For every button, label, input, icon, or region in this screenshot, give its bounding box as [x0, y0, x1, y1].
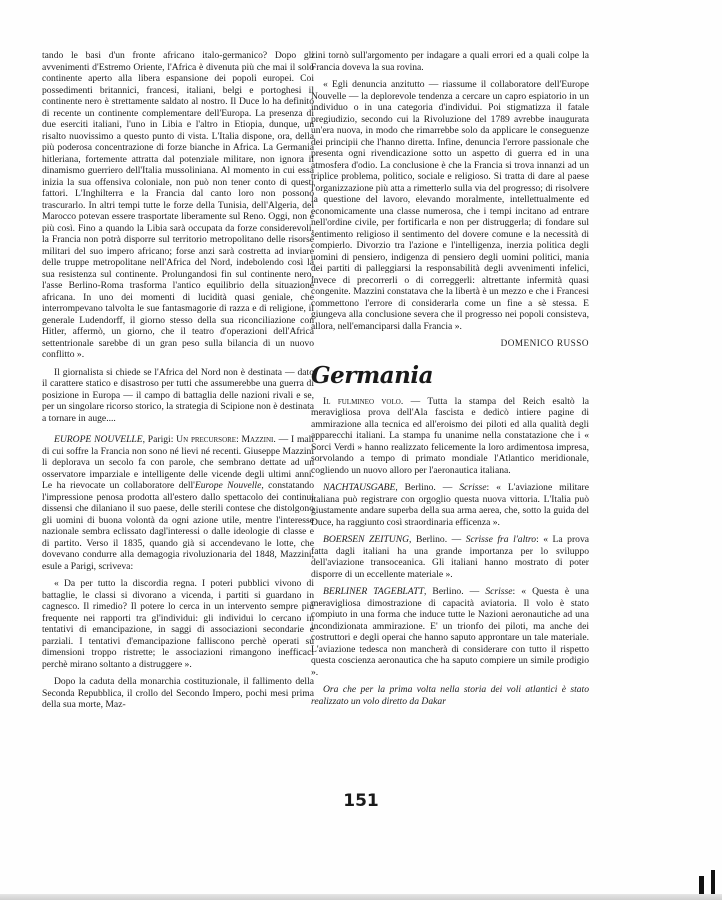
- article-paragraph: « Egli denuncia anzitutto — riassume il collaboratore dell'Europe Nouvelle — la deplorevole tendenza a cercare un capro espiatorio in un individuo o in una categoria d'individui. Poi stigmatizza il fatale pregiudizio, secondo cui la Rivoluzione del 1789 avrebbe inaugurata un'era nuova, in modo che rimarrebbe solo da applicare le conseguenze dei principii che l'hanno diretta. Infine, denuncia l'errore passionale che presenta ogni rivendicazione sotto un aspetto di guerra ed in una atmosfera d'odio. La conclusione è che la Francia si trova innanzi ad un triplice problema, politico, sociale e religioso. Si tratta di dare al paese l'organizzazione più atta a rimetterlo sulla via del progresso; di risolvere la questione del lavoro, elevando moralmente, intellettualmente ed economicamente una classe numerosa, che i tempi incitano ad entrare nell'ordine civile, per fortificarla e non per distruggerla; di fondare sul sentimento religioso il sentimento del dovere comune e la necessità di compierlo. Divorzio tra l'azione e l'intelligenza, inerzia politica degli uomini di pensiero, indigenza di pensiero degli uomini politici, mania dei partiti di palleggiarsi la responsabilità degli avvenimenti infelici, invece di precorrerli o di correggerli: altrettante infermità quasi congenite. Mazzini constatava che la libertà è un mezzo e che i Francesi commettono l'errore di considerarla come un fine a sè stessa. E giungeva alla conclusione severa che il progresso nei popoli consisteva, allora, nell'emanciparsi dalla Francia ».: [311, 79, 589, 332]
- scan-edge-mark: [711, 870, 715, 894]
- source-verb: Scrisse fra l'altro: [465, 534, 537, 545]
- source-verb: Scrisse: [459, 482, 487, 493]
- article-text: : « L'aviazione militare italiana può registrare con orgoglio questa nuova vittoria. L'Italia può giustamente andare superba della sua arma aerea, che, sotto la guida del Duce, ha raggiunto così straordinaria efficenza ».: [311, 482, 589, 528]
- article-paragraph: Il giornalista si chiede se l'Africa del Nord non è destinata — dato il carattere statico e disastroso per tutti che assumerebbe una guerra di posizione in Europa — il campo di battaglia delle nazioni rivali e se, per un singolare ricorso storico, la strategia di Scipione non è destinata a tornare in auge....: [42, 366, 314, 424]
- right-column: [311, 50, 589, 713]
- page-number: 151: [343, 791, 379, 811]
- article-paragraph: Dopo la caduta della monarchia costituzionale, il fallimento della Seconda Repubblica, il crollo del Secondo Impero, pochi mesi prima della sua morte, Maz-: [42, 676, 314, 710]
- source-place: , Berlino. —: [423, 586, 486, 597]
- article-paragraph: zini tornò sull'argomento per indagare a quali errori ed a quali colpe la Francia doveva la sua rovina.: [311, 50, 589, 73]
- source-name: BERLINER TAGEBLATT: [323, 586, 424, 597]
- source-name: EUROPE NOUVELLE: [54, 434, 143, 445]
- source-place: , Parigi:: [142, 434, 177, 445]
- press-item-nachtausgabe: [311, 482, 589, 528]
- scan-edge-mark: [699, 876, 704, 894]
- source-verb: Scrisse: [485, 586, 513, 597]
- article-text: . — I mali di cui soffre la Francia non sono né lievi né recenti. Giuseppe Mazzini li deplorava un secolo fa con parole, che sembrano dettate ad un osservatore imparziale e intelligente delle vicende degli ultimi anni. Le ha rievocate un collaboratore dell': [42, 434, 314, 491]
- author-signature: DOMENICO RUSSO: [500, 338, 589, 348]
- article-kicker: Il fulmineo volo: [323, 395, 401, 407]
- article-text: , constatando l'impressione penosa prodotta all'estero dallo spettacolo dei continui dissensi che dilaniano il suo paese, delle sterili contese che distolgono gli uomini di buona volontà da ogni azione utile, mentre l'interesse nazionale sembra eclissato dagl'interessi o dalle ideologie di classe e di partito. Verso il 1835, quando già si accendevano le lotte, che dovevano condurre alla demagogia rivoluzionaria del 1848, Mazzini, esule a Parigi, scriveva:: [42, 480, 314, 572]
- article-kicker: Un precursore: Mazzini: [176, 434, 274, 445]
- source-place: , Berlino. —: [395, 482, 460, 493]
- source-name: NACHTAUSGABE: [323, 482, 396, 493]
- source-name: BOERSEN ZEITUNG: [323, 534, 410, 545]
- article-text: . — Tutta la stampa del Reich esaltò la meravigliosa prova dell'Ala fascista e dedicò intiere pagine di ammirazione alla tecnica ed all'eroismo dei piloti ed alla qualità degli apparecchi italiani. La stampa fu unanime nella constatazione che i « Sorci Verdi » hanno realizzato felicemente la loro ardimentosa impresa, sorvolando a tempo di primato mondiale l'Atlantico meridionale, cogliendo un nuovo alloro per l'aeronautica italiana.: [311, 395, 590, 476]
- article-text: : « Questa è una meravigliosa dimostrazione di capacità aviatoria. Il volo è stato compiuto in una forma che induce tutte le Nazioni aeronautiche ad una incondizionata ammirazione. E' un trionfo dei piloti, ma anche dei costruttori e degli operai che hanno saputo approntare un tale materiale. L'aviazione tedesca non mancherà di considerare con tutto il rispetto questa coscienza aeronautica che ha saputo compiere un simile prodigio ».: [311, 586, 589, 678]
- source-place: , Berlino. —: [409, 534, 466, 545]
- scan-bottom-strip: [0, 894, 722, 900]
- press-item-boersen-zeitung: [311, 534, 589, 580]
- press-review-europe-nouvelle: [42, 434, 314, 572]
- closing-italic-text: Ora che per la prima volta nella storia dei voli atlantici è stato realizzato un volo diretto da Dakar: [311, 684, 589, 707]
- section-title-germania: Germania: [311, 361, 433, 389]
- germania-intro: [311, 396, 589, 477]
- press-item-berliner-tageblatt: [311, 586, 589, 678]
- article-paragraph: tando le basi d'un fronte africano italo-germanico? Dopo gli avvenimenti d'Estremo Oriente, l'Africa è divenuta più che mai il solo continente aperto alla libera espansione dei popoli europei. Coi possedimenti britannici, francesi, italiani, belgi e portoghesi il continente nero è strettamente saldato al nostro. Il Duce lo ha definito di recente un continente complementare dell'Europa. La presenza di due eserciti italiani, l'uno in Libia e l'altro in Etiopia, dunque, un risalto nuovissimo a questo punto di vista. L'Italia dispone, ora, della più poderosa concentrazione di forze bianche in Africa. La Germania hitleriana, fortemente attratta dal potenziale militare, non ignora il dinamismo guerriero dell'Italia mussoliniana. Al momento in cui essa inizia la sua offensiva coloniale, non può non tener conto di questi fattori. L'Inghilterra e la Francia dal canto loro non possono trascurarlo. In altri tempi tutte le forze della Tunisia, dell'Algeria, del Marocco potevan essere trasportate liberamente sul Reno. Oggi, non è più così. Fino a quando la Libia sarà occupata da forze considerevoli, la Francia non potrà disporre sul territorio metropolitano delle risorse militari del suo impero africano; forse anzi sarà costretta ad inviare delle truppe metropolitane nell'Africa del Nord, indebolendo così la sua resistenza sul continente. Prolungandosi fin sul continente nero, l'asse Berlino-Roma trasforma l'antico equilibrio della situazione africana. In uno dei momenti di lucidità quasi geniale, che interrompevano talvolta le sue fantasmagorie di razza e di religione, il generale Ludendorff, il giorno stesso della sua riconciliazione con Hitler, affermò, un giorno, che il teatro d'operazioni dell'Africa settentrionale sarebbe di un gran peso sulla bilancia di un nuovo conflitto ».: [42, 50, 314, 360]
- article-text: : « La prova fatta dagli italiani ha una grande importanza per lo sviluppo dell'aviazione transoceanica. Gli italiani hanno mostrato di poter disporre di un eccellente materiale ».: [311, 534, 589, 580]
- source-inline: Europe Nouvelle: [194, 480, 262, 491]
- left-column: [42, 50, 314, 717]
- mazzini-quote: « Da per tutto la discordia regna. I poteri pubblici vivono di battaglie, le classi si divorano a vicenda, i partiti si guardano in cagnesco. Il rimedio? Il potere lo cerca in un intervento sempre più frequente nei rapporti tra gl'individui: gli individui lo cercano in tentativi di emancipazione, in saggi di associazioni secondarie e parziali. I tentativi d'emancipazione falliscono perchè operati su dimensioni troppo ristrette; le associazioni rimangono inefficaci perchè mirano soltanto a distruggere ».: [42, 578, 314, 670]
